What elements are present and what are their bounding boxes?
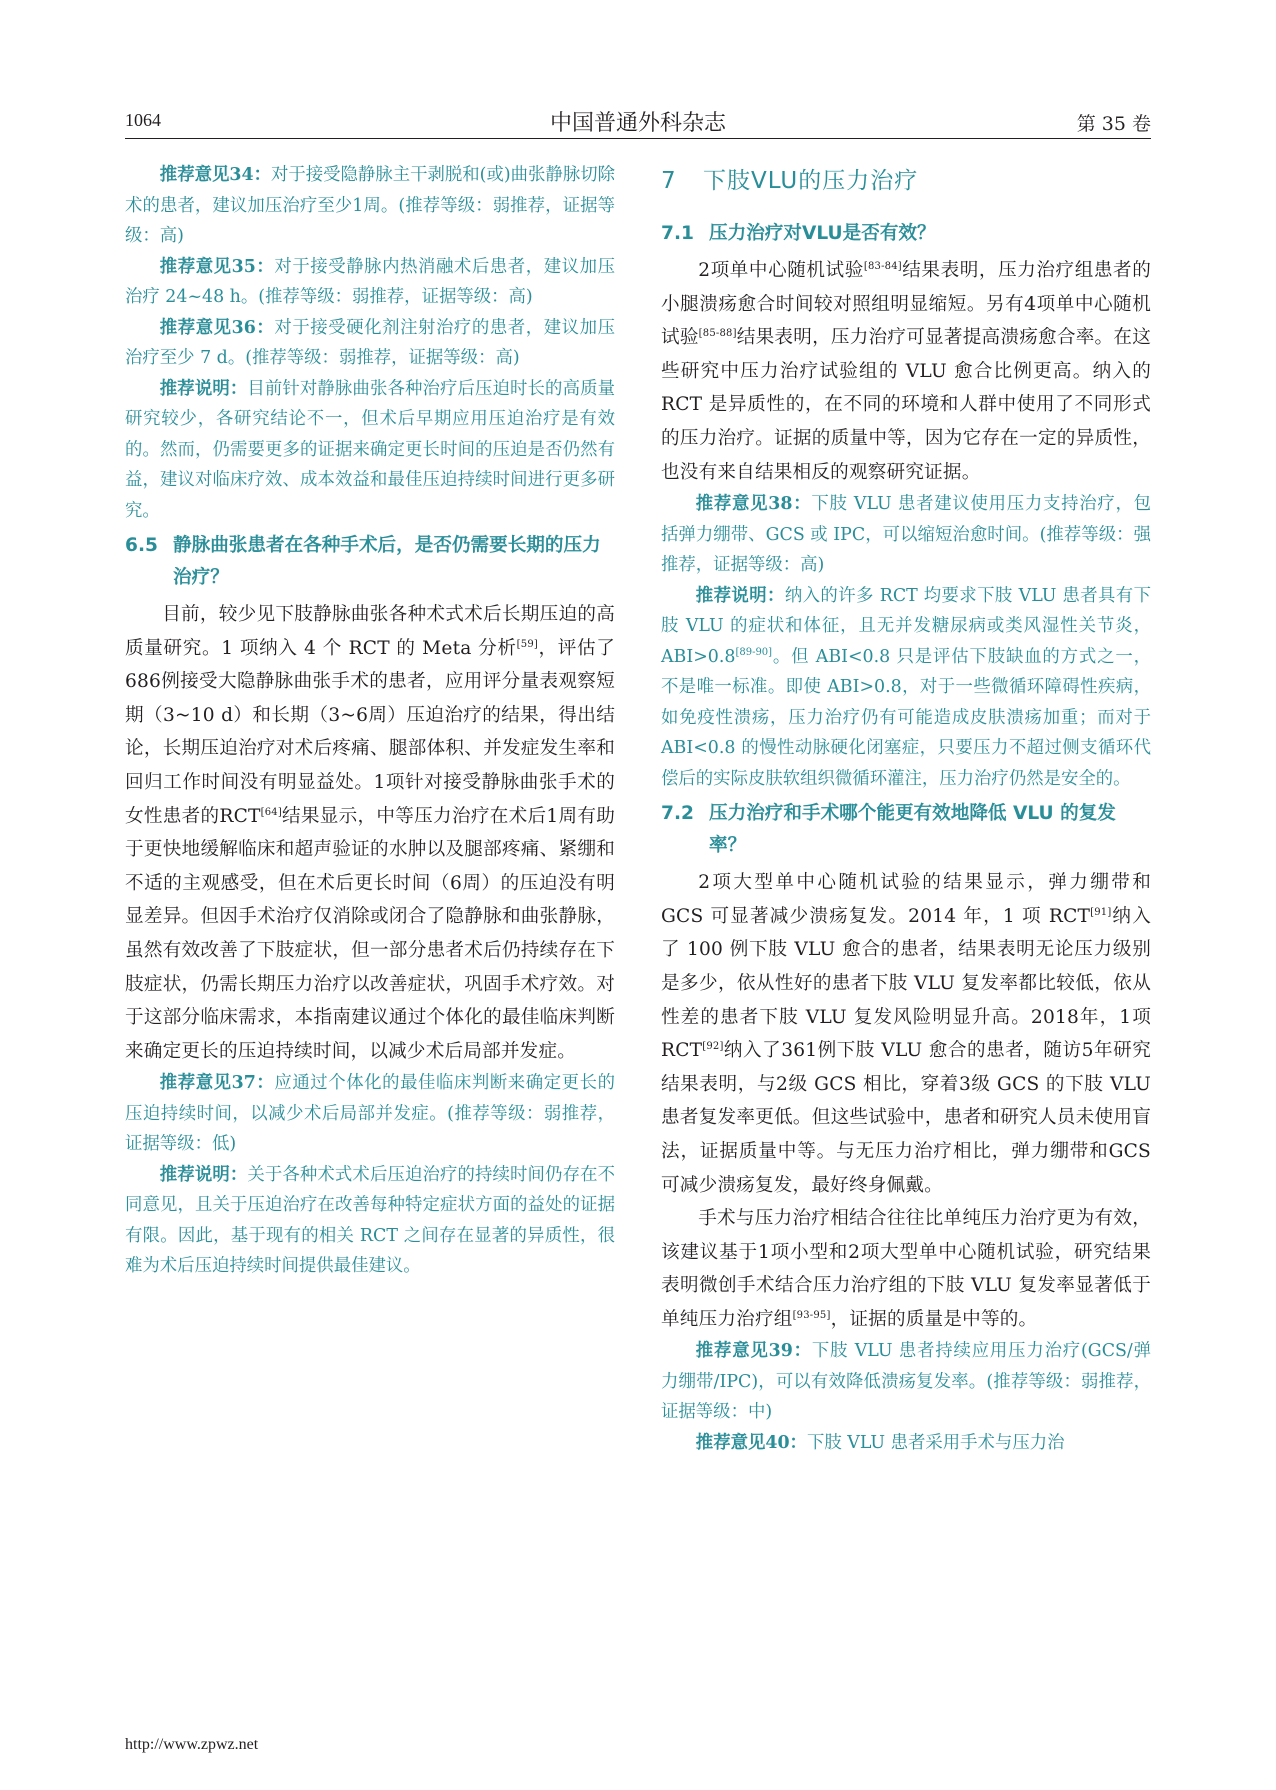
running-header [125,104,1151,139]
rec-text: 关于各种术式术后压迫治疗的持续时间仍存在不同意见，且关于压迫治疗在改善每种特定症状方面的益处的证据有限。因此，基于现有的相关 RCT 之间存在显著的异质性，很难为术后压迫持续时间提供最佳建议。 [125,1164,615,1277]
citation: [92] [702,1040,724,1052]
recommendation-35 [125,252,615,313]
rec-lead: 推荐意见37： [159,1073,275,1094]
rec-lead: 推荐说明： [159,1164,248,1185]
citation: [64] [260,806,282,818]
recommendation-37 [125,1068,615,1160]
rec-text: 对于接受隐静脉主干剥脱和(或)曲张静脉切除术的患者，建议加压治疗至少1周。(推荐等级：弱推荐，证据等级：高) [125,165,615,246]
section-heading-7: 7 下肢VLU的压力治疗 [661,168,919,194]
body-paragraph: 目前，较少见下肢静脉曲张各种术式术后长期压迫的高质量研究。1 项纳入 4 个 RCT 的 Meta 分析[59]，评估了686例接受大隐静脉曲张手术的患者，应用评分量表观察短期（3~10 d）和长期（3~6周）压迫治疗的结果，得出结论，长期压迫治疗对术后疼痛、腿部体积、并发症发生率和回归工作时间没有明显益处。1项针对接受静脉曲张手术的女性患者的RCT[64]结果显示，中等压力治疗在术后1周有助于更快地缓解临床和超声验证的水肿以及腿部疼痛、紧绷和不适的主观感受，但在术后更长时间（6周）的压迫没有明显差异。但因手术治疗仅消除或闭合了隐静脉和曲张静脉，虽然有效改善了下肢症状，但一部分患者术后仍持续存在下肢症状，仍需长期压力治疗以改善症状，巩固手术疗效。对于这部分临床需求，本指南建议通过个体化的最佳临床判断来确定更长的压迫持续时间，以减少术后局部并发症。 [125,604,615,1062]
recommendation-34 [125,160,615,252]
rec-lead: 推荐说明： [159,378,248,399]
recommendation-36 [125,313,615,374]
section-heading-6-5: 6.5 静脉曲张患者在各种手术后，是否仍需要长期的压力治疗？ [125,535,601,588]
rec-text: 对于接受硬化剂注射治疗的患者，建议加压治疗至少 7 d。(推荐等级：弱推荐，证据等级：高) [125,317,615,368]
recommendation-40 [661,1428,1151,1459]
citation: [93-95] [792,1309,831,1321]
rec-lead: 推荐意见35： [159,256,275,277]
recommendation-explanation [125,1160,615,1282]
rec-text: 下肢 VLU 患者持续应用压力治疗(GCS/弹力绷带/IPC)，可以有效降低溃疡复发率。(推荐等级：弱推荐，证据等级：中) [661,1341,1151,1423]
rec-lead: 推荐意见38： [695,494,812,515]
body-paragraph: 2项大型单中心随机试验的结果显示，弹力绷带和 GCS 可显著减少溃疡复发。2014 年，1 项 RCT[91]纳入了 100 例下肢 VLU 愈合的患者，结果表明无论压力级别是多少，依从性好的患者下肢 VLU 复发率都比较低，依从性差的患者下肢 VLU 复发风险明显升高。2018年，1项RCT[92]纳入了361例下肢 VLU 愈合的患者，随访5年研究结果表明，与2级 GCS 相比，穿着3级 GCS 的下肢 VLU 患者复发率更低。但这些试验中，患者和研究人员未使用盲法，证据质量中等。与无压力治疗相比，弹力绷带和GCS可减少溃疡复发，最好终身佩戴。 [661,872,1151,1196]
citation: [89-90] [735,646,773,658]
rec-text: 目前针对静脉曲张各种治疗后压迫时长的高质量研究较少，各研究结论不一，但术后早期应用压迫治疗是有效的。然而，仍需要更多的证据来确定更长时间的压迫是否仍然有益，建议对临床疗效、成本效益和最佳压迫持续时间进行更多研究。 [125,378,615,521]
volume-label: 第 35 卷 [1076,113,1151,135]
citation: [59] [516,638,538,650]
recommendation-explanation: 推荐说明：纳入的许多 RCT 均要求下肢 VLU 患者具有下肢 VLU 的症状和体征，且无并发糖尿病或类风湿性关节炎，ABI>0.8[89-90]。但 ABI<0.8 只是评估下肢缺血的方式之一，不是唯一标准。即使 ABI>0.8，对于一些微循环障碍性疾病，如免疫性溃疡，压力治疗仍有可能造成皮肤溃疡加重；而对于 ABI<0.8 的慢性动脉硬化闭塞症，只要压力不超过侧支循环代偿后的实际皮肤软组织微循环灌注，压力治疗仍然是安全的。 [661,585,1151,789]
rec-text: 下肢 VLU 患者建议使用压力支持治疗，包括弹力绷带、GCS 或 IPC，可以缩短治愈时间。(推荐等级：强推荐，证据等级：高) [661,494,1152,576]
rec-lead: 推荐意见39： [695,1341,812,1362]
citation: [91] [1090,906,1112,918]
page-number: 1064 [125,110,161,130]
section-heading-7-2: 7.2 压力治疗和手术哪个能更有效地降低 VLU 的复发率？ [661,803,1116,857]
recommendation-38 [661,489,1151,581]
body-paragraph: 手术与压力治疗相结合往往比单纯压力治疗更为有效，该建议基于1项小型和2项大型单中心随机试验，研究结果表明微创手术结合压力治疗组的下肢 VLU 复发率显著低于单纯压力治疗组[93-95]，证据的质量是中等的。 [661,1208,1151,1330]
body-paragraph: 2项单中心随机试验[83-84]结果表明，压力治疗组患者的小腿溃疡愈合时间较对照组明显缩短。另有4项单中心随机试验[85-88]结果表明，压力治疗可显著提高溃疡愈合率。在这些研究中压力治疗试验组的 VLU 愈合比例更高。纳入的 RCT 是异质性的，在不同的环境和人群中使用了不同形式的压力治疗。证据的质量中等，因为它存在一定的异质性，也没有来自结果相反的观察研究证据。 [661,260,1151,483]
rec-lead: 推荐意见40： [695,1432,807,1453]
journal-title: 中国普通外科杂志 [549,111,726,136]
footer-url: http://www.zpwz.net [125,1736,259,1753]
rec-lead: 推荐意见34： [159,165,271,185]
citation: [85-88] [698,328,737,339]
citation: [83-84] [863,260,902,272]
recommendation-explanation [125,374,615,527]
rec-lead: 推荐意见36： [159,317,275,338]
right-column [661,160,1151,1458]
left-column [125,160,615,1282]
section-heading-7-1: 7.1 压力治疗对VLU是否有效？ [661,223,936,244]
rec-text: 下肢 VLU 患者采用手术与压力治 [806,1432,1065,1453]
rec-text: 对于接受静脉内热消融术后患者，建议加压治疗 24~48 h。(推荐等级：弱推荐，证据等级：高) [125,256,615,307]
recommendation-39 [661,1336,1151,1428]
rec-lead: 推荐说明： [695,585,785,606]
rec-text: 应通过个体化的最佳临床判断来确定更长的压迫持续时间，以减少术后局部并发症。(推荐等级：弱推荐，证据等级：低) [125,1073,615,1155]
